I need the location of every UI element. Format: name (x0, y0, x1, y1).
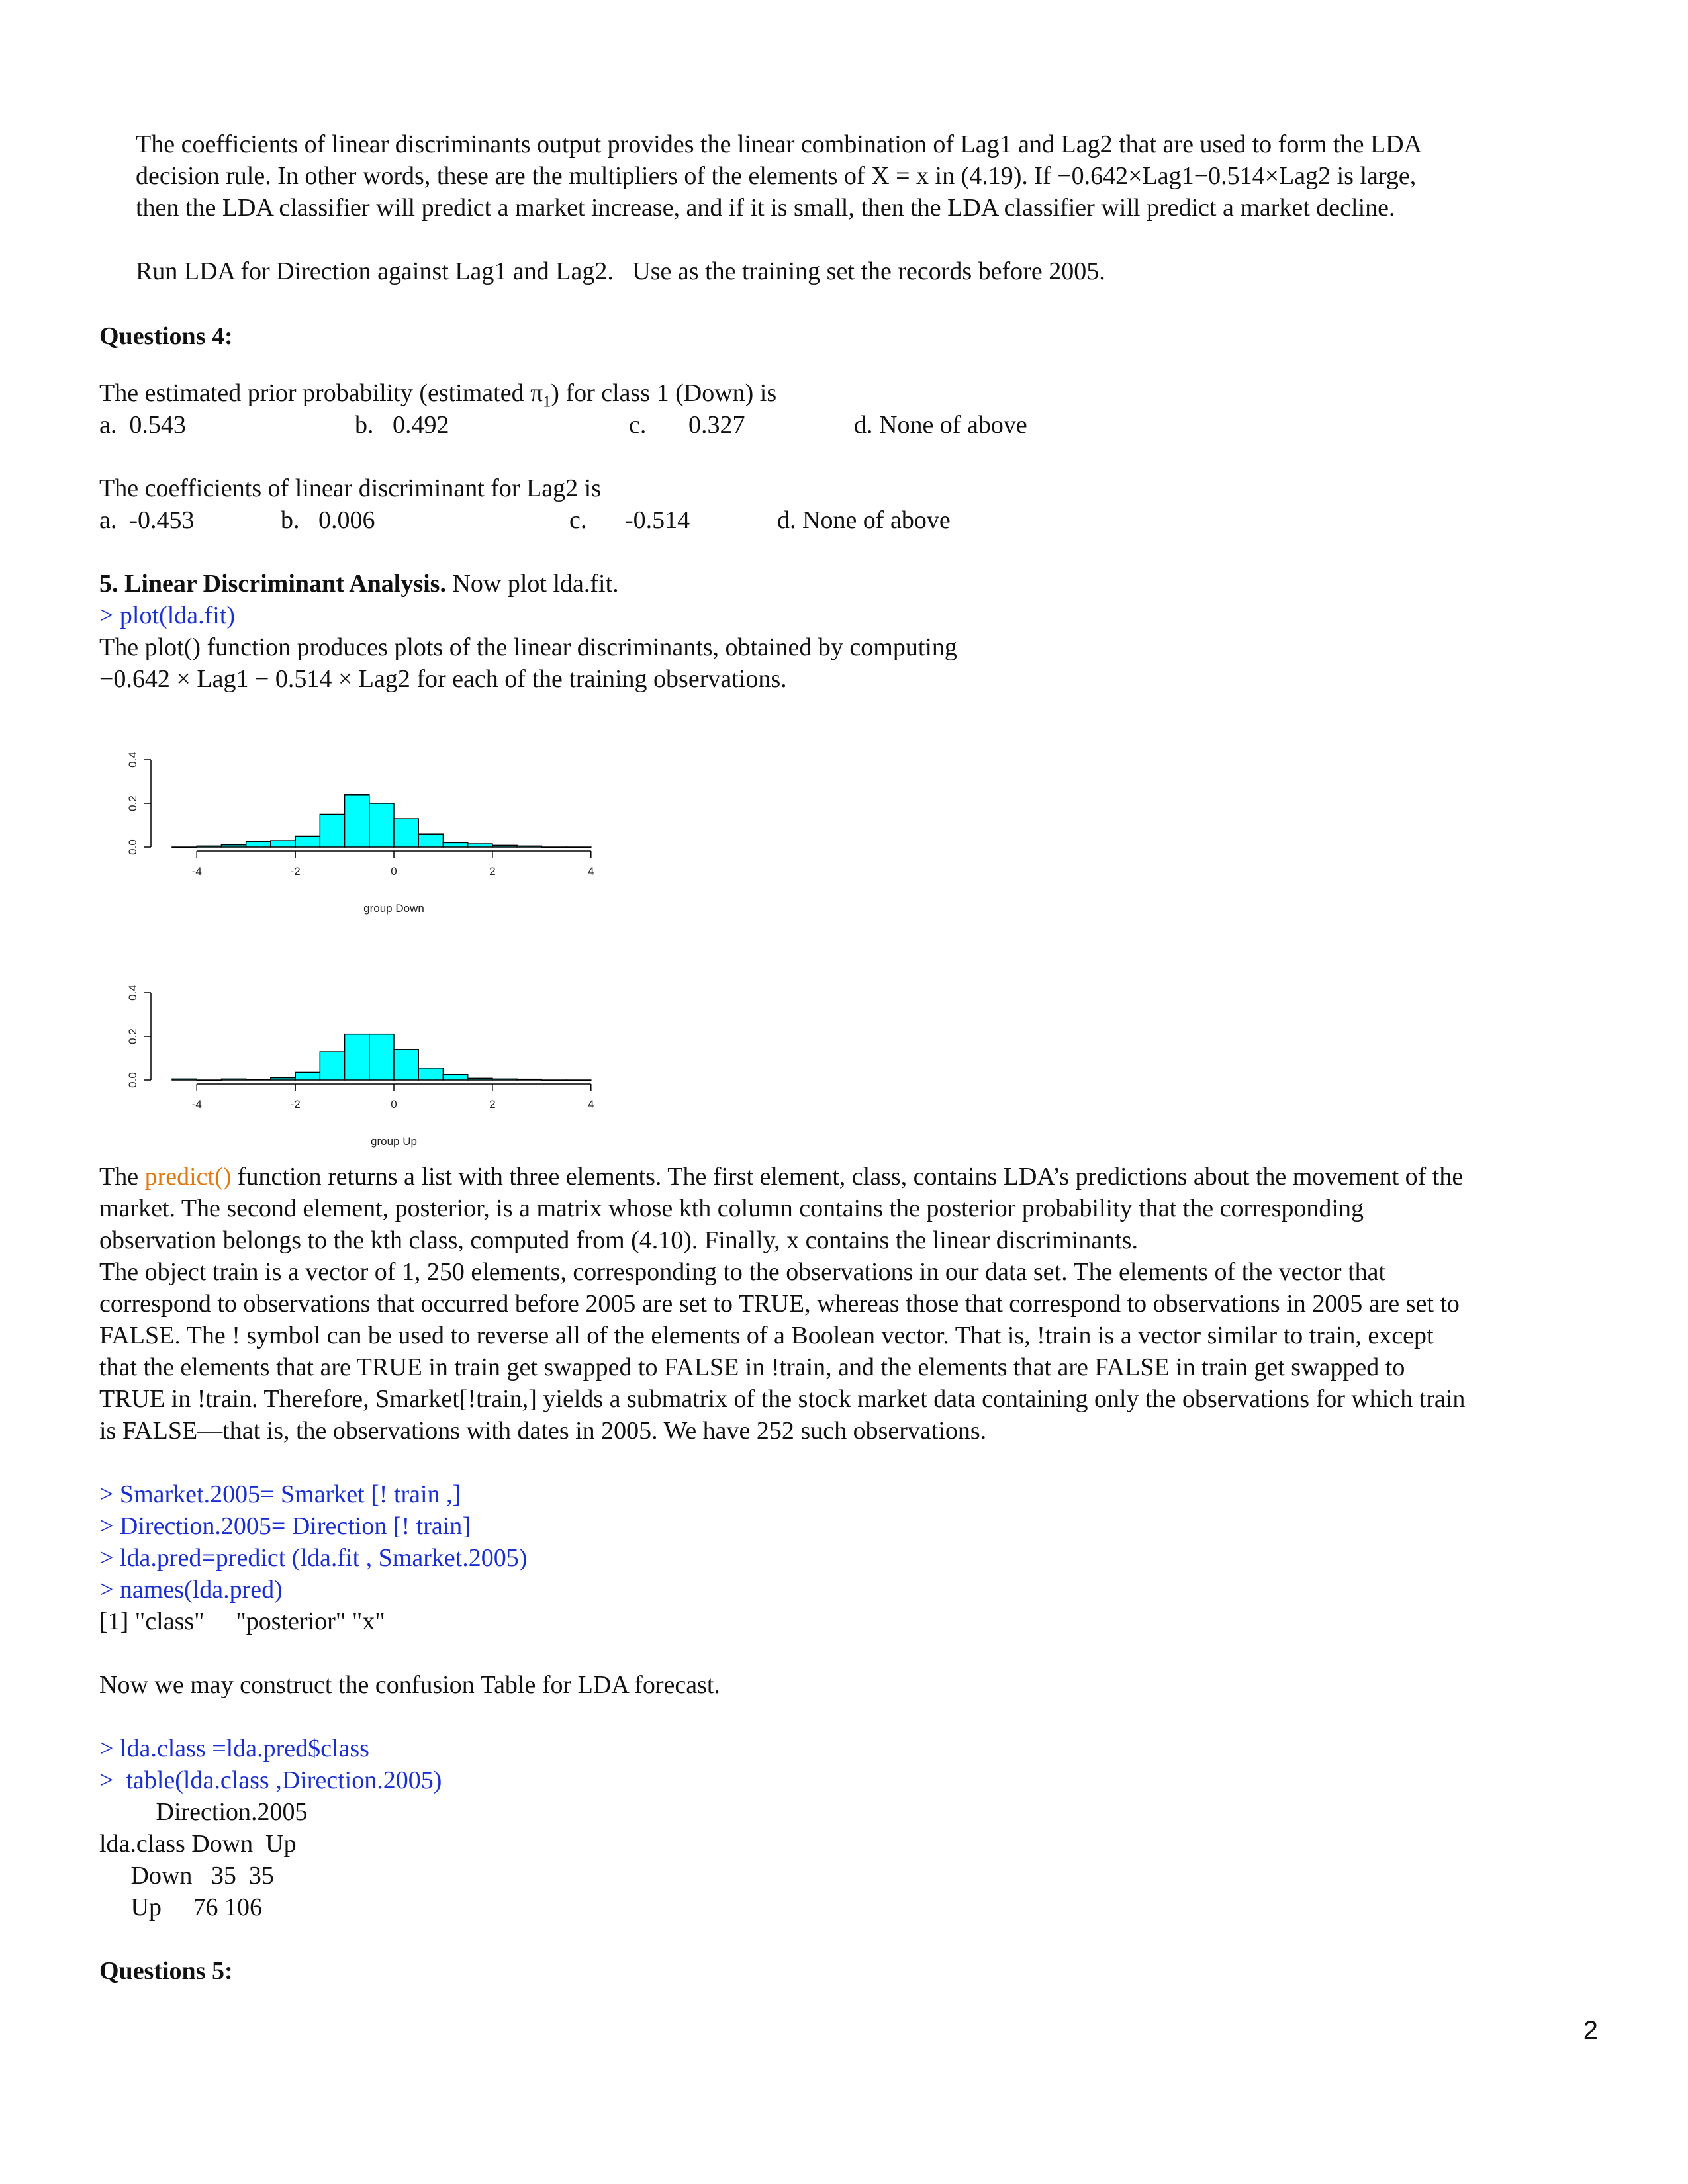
histogram-bar (221, 1079, 246, 1080)
predict-line: FALSE. The ! symbol can be used to reverse all of the elements of a Boolean vector. That is, !train is a vector similar to train, except (99, 1322, 1434, 1349)
x-tick-label: 4 (588, 1098, 594, 1111)
plot-description-line: The plot() function produces plots of the linear discriminants, obtained by computing (99, 633, 957, 661)
histogram-bar (369, 803, 394, 847)
histogram-bar (271, 841, 295, 847)
y-tick-label: 0.4 (126, 985, 139, 1001)
histogram-bar (443, 1075, 467, 1080)
histogram-bar (541, 847, 566, 848)
confusion-table-row: Up 76 106 (99, 1893, 262, 1921)
x-tick-label: -2 (290, 865, 301, 878)
stem-subscript: 1 (543, 393, 551, 411)
histogram-bar (418, 1068, 443, 1080)
histogram-group-up (119, 974, 635, 1160)
histogram-bar (197, 846, 221, 847)
predict-line: TRUE in !train. Therefore, Smarket[!train,] yields a submatrix of the stock market data containing only the observations for which train (99, 1385, 1466, 1413)
code-plot-lda: > plot(lda.fit) (99, 602, 236, 629)
option-b[interactable]: b. 0.006 (281, 506, 375, 534)
x-tick-label: -2 (290, 1098, 301, 1111)
plot-description-line: −0.642 × Lag1 − 0.514 × Lag2 for each of the training observations. (99, 665, 787, 693)
stem-text: The estimated prior probability (estimated π (99, 379, 543, 407)
predict-line-1-pre: The (99, 1163, 145, 1191)
histogram-bar (295, 1072, 320, 1080)
histogram-bar (443, 842, 467, 847)
histogram-bar (492, 845, 517, 847)
histogram-bar (394, 819, 418, 847)
y-tick-label: 0.2 (126, 796, 139, 811)
option-a[interactable]: a. 0.543 (99, 411, 186, 439)
histogram-bar (271, 1078, 295, 1080)
code-line: > names(lda.pred) (99, 1576, 283, 1604)
histogram-bar (369, 1034, 394, 1080)
histogram-bar (541, 1080, 566, 1081)
predict-function-name: predict() (144, 1163, 232, 1191)
stem-text-rest: ) for class 1 (Down) is (551, 379, 777, 407)
option-c-value[interactable]: 0.327 (688, 411, 745, 439)
histogram-group-down (119, 741, 635, 927)
histogram-bar (468, 844, 492, 847)
histogram-bar (345, 1034, 369, 1080)
code-output: [1] "class" "posterior" "x" (99, 1608, 385, 1635)
x-tick-label: 4 (588, 865, 594, 878)
question-4a-options (0, 409, 1688, 441)
run-instruction-text: Run LDA for Direction against Lag1 and Lag2. Use as the training set the records before 2005. (136, 257, 1105, 285)
histogram-bar (221, 845, 246, 847)
histogram-bar (567, 847, 591, 848)
x-tick-label: 0 (391, 1098, 397, 1111)
option-a[interactable]: a. -0.453 (99, 506, 195, 534)
code-line: > lda.pred=predict (lda.fit , Smarket.2005) (99, 1544, 528, 1572)
code-line: > table(lda.class ,Direction.2005) (99, 1766, 442, 1794)
predict-line: observation belongs to the kth class, computed from (4.10). Finally, x contains the linear discriminants. (99, 1226, 1138, 1254)
code-line: > Direction.2005= Direction [! train] (99, 1512, 471, 1540)
histogram-bar (295, 837, 320, 848)
option-c-value[interactable]: -0.514 (625, 506, 690, 534)
intro-line: then the LDA classifier will predict a market increase, and if it is small, then the LDA classifier will predict a market decline. (136, 194, 1395, 222)
option-c-label[interactable]: c. (629, 411, 647, 439)
histogram-bar (172, 1079, 197, 1080)
section-5-heading (99, 568, 1609, 600)
histogram-bar (246, 842, 271, 847)
predict-line: that the elements that are TRUE in train get swapped to FALSE in !train, and the elements that are FALSE in train get swapped to (99, 1353, 1405, 1381)
predict-line: correspond to observations that occurred before 2005 are set to TRUE, whereas those that correspond to observations in 2005 are set to (99, 1290, 1460, 1318)
predict-line-1 (99, 1161, 1609, 1193)
x-tick-label: 0 (391, 865, 397, 878)
run-instruction (136, 255, 1645, 287)
x-tick-label: 2 (489, 865, 496, 878)
code-line: > Smarket.2005= Smarket [! train ,] (99, 1480, 461, 1508)
predict-line-1-post: function returns a list with three elements. The first element, class, contains LDA’s predictions about the movement of the (231, 1163, 1464, 1191)
histogram-bar (197, 1080, 221, 1081)
x-axis-label: group Down (363, 902, 424, 915)
histogram-bar (517, 846, 541, 847)
option-d[interactable]: d. None of above (854, 411, 1027, 439)
histogram-bar (567, 1080, 591, 1081)
option-d[interactable]: d. None of above (777, 506, 951, 534)
code-block-confusion (99, 1733, 1609, 1923)
code-line: > lda.class =lda.pred$class (99, 1735, 369, 1762)
intro-paragraph (136, 128, 1645, 224)
histogram-bar (517, 1079, 541, 1080)
predict-line: is FALSE—that is, the observations with dates in 2005. We have 252 such observations. (99, 1417, 987, 1445)
confusion-table-row: lda.class Down Up (99, 1830, 297, 1858)
code-block-predict (99, 1479, 1609, 1637)
y-tick-label: 0.4 (126, 752, 139, 768)
confusion-table-row: Direction.2005 (99, 1798, 308, 1826)
section-5-title-rest: Now plot lda.fit. (445, 570, 619, 598)
questions-4-heading: Questions 4: (99, 322, 233, 350)
option-b[interactable]: b. 0.492 (355, 411, 449, 439)
histogram-bar (320, 1052, 344, 1080)
confusion-table-row: Down 35 35 (99, 1862, 274, 1889)
intro-line: The coefficients of linear discriminants output provides the linear combination of Lag1 and Lag2 that are used to form the LDA (136, 130, 1423, 158)
histogram-bar (492, 1079, 517, 1080)
intro-line: decision rule. In other words, these are the multipliers of the elements of X = x in (4.19). If −0.642×Lag1−0.514×Lag2 is large, (136, 162, 1417, 190)
x-tick-label: 2 (489, 1098, 496, 1111)
predict-paragraph (99, 1161, 1609, 1447)
histogram-bar (394, 1050, 418, 1080)
histogram-bar (468, 1078, 492, 1080)
confusion-intro: Now we may construct the confusion Table for LDA forecast. (99, 1671, 720, 1699)
option-c-label[interactable]: c. (569, 506, 587, 534)
y-tick-label: 0.0 (126, 839, 139, 855)
x-tick-label: -4 (191, 1098, 202, 1111)
question-4b-options (0, 504, 1688, 536)
question-4b-stem: The coefficients of linear discriminant for Lag2 is (99, 475, 601, 502)
y-tick-label: 0.2 (126, 1028, 139, 1044)
histogram-bar (246, 1079, 271, 1080)
question-4a-stem (99, 377, 1609, 409)
histogram-bar (418, 834, 443, 847)
y-tick-label: 0.0 (126, 1072, 139, 1088)
histogram-bar (320, 815, 344, 848)
histogram-bar (345, 795, 369, 847)
section-5-title: 5. Linear Discriminant Analysis. (99, 570, 446, 598)
histogram-bar (172, 847, 197, 848)
x-tick-label: -4 (191, 865, 202, 878)
questions-5-heading: Questions 5: (99, 1957, 233, 1985)
page-number: 2 (1583, 2016, 1598, 2045)
plot-description (99, 631, 1609, 695)
x-axis-label: group Up (371, 1135, 417, 1148)
predict-line: The object train is a vector of 1, 250 elements, corresponding to the observations in our data set. The elements of the vector that (99, 1258, 1386, 1286)
predict-line: market. The second element, posterior, is a matrix whose kth column contains the posterior probability that the corresponding (99, 1195, 1364, 1222)
